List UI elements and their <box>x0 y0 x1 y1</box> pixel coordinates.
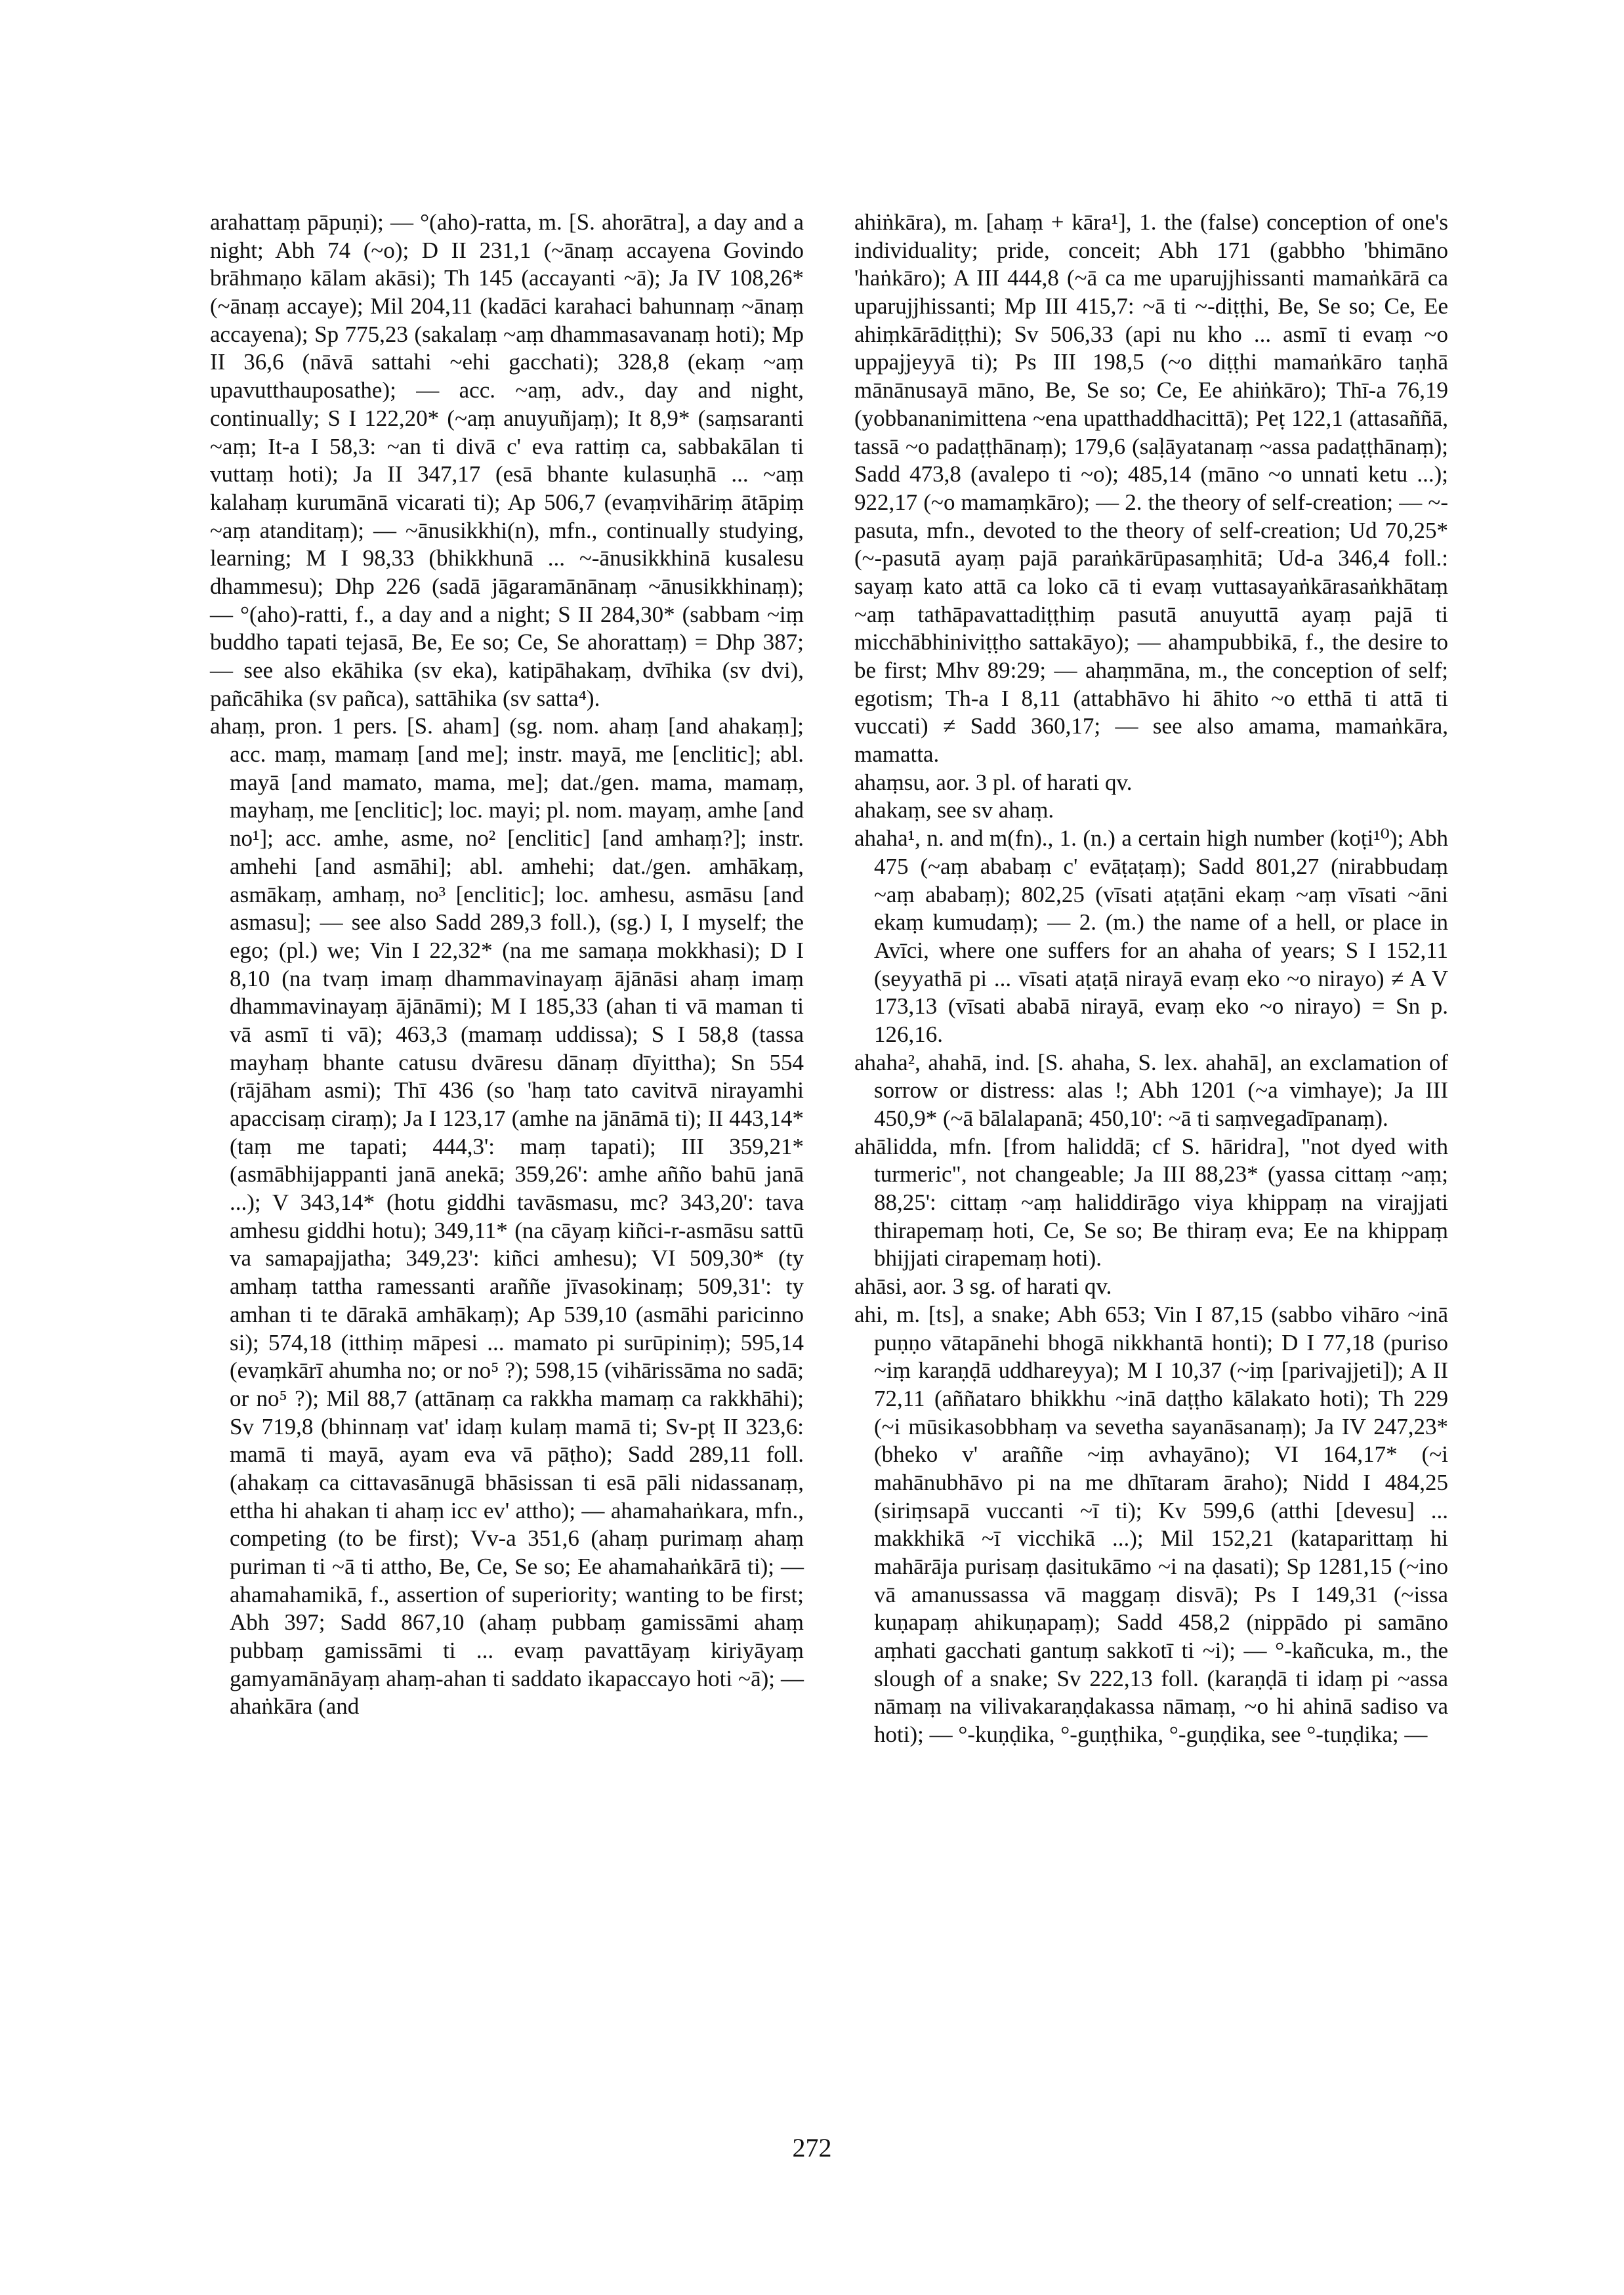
entry-aham: ahaṃ, pron. 1 pers. [S. aham] (sg. nom. ahaṃ [and ahakaṃ]; acc. maṃ, mamaṃ [and me]; instr. mayā, me [enclitic]; abl. mayā [and mamato, mama, me]; dat./gen. mama, mamaṃ, mayhaṃ, me [enclitic]; loc. mayi; pl. nom. mayaṃ, amhe [and no¹]; acc. amhe, asme, no² [enclitic] [and amhaṃ?]; instr. amhehi [and asmāhi]; abl. amhehi; dat./gen. amhākaṃ, asmākaṃ, amhaṃ, no³ [enclitic]; loc. amhesu, asmāsu [and asmasu]; — see also Sadd 289,3 foll.), (sg.) I, I myself; the ego; (pl.) we; Vin I 22,32* (na me samaṇa mokkhasi); D I 8,10 (na tvaṃ imaṃ dhammavinayaṃ ājānāsi ahaṃ imaṃ dhammavinayaṃ ājānāmi); M I 185,33 (ahan ti vā maman ti vā asmī ti vā); 463,3 (mamaṃ uddissa); S I 58,8 (tassa mayhaṃ bhante catusu dvāresu dānaṃ dīyittha); Sn 554 (rājāham asmi); Thī 436 (so 'haṃ tato cavitvā nirayamhi apaccisaṃ ciraṃ); Ja I 123,17 (amhe na jānāmā ti); II 443,14* (taṃ me tapati; 444,3': maṃ tapati); III 359,21* (asmābhijappanti janā anekā; 359,26': amhe añño bahū janā ...); V 343,14* (hotu giddhi tavāsmasu, mc? 343,20': tava amhesu giddhi hotu); 349,11* (na cāyaṃ kiñci-r-asmāsu sattū va samapajjatha; 349,23': kiñci amhesu); VI 509,30* (ty amhaṃ tattha ramessanti araññe jīvasokinaṃ; 509,31': ty amhan ti te dārakā amhākaṃ); Ap 539,10 (asmāhi paricinno si); 574,18 (itthiṃ māpesi ... mamato pi surūpiniṃ); 595,14 (evaṃkārī ahumha no; or no⁵ ?); 598,15 (vihārissāma no sadā; or no⁵ ?); Mil 88,7 (attānaṃ ca rakkha mamaṃ ca rakkhāhi); Sv 719,8 (bhinnaṃ vat' idaṃ kulaṃ mamā ti; Sv-pṭ II 323,6: mamā ti mayā, ayam eva vā pāṭho); Sadd 289,11 foll. (ahakaṃ ca cittavasānugā bhāsissan ti esā pāli nidassanaṃ, ettha hi ahakan ti ahaṃ icc ev' attho); — ahamahaṅkara, mfn., competing (to be first); Vv-a 351,6 (ahaṃ purimaṃ ahaṃ puriman ti ~ā ti attho, Be, Ce, Se so; Ee ahamahaṅkārā ti); — ahamahamikā, f., assertion of superiority; wanting to be first; Abh 397; Sadd 867,10 (ahaṃ pubbaṃ gamissāmi ahaṃ pubbaṃ gamissāmi ti ... evaṃ pavattāyaṃ kiriyāyaṃ gamyamānāyaṃ ahaṃ-ahan ti saddato ikapaccayo hoti ~ā); — ahaṅkāra (and <box>210 713 804 1720</box>
entry-ahoratta-continued: arahattaṃ pāpuṇi); — °(aho)-ratta, m. [S. ahorātra], a day and a night; Abh 74 (~o); D II 231,1 (~ānaṃ accayena Govindo brāhmaṇo kālam akāsi); Th 145 (accayanti ~ā); Ja IV 108,26* (~ānaṃ accaye); Mil 204,11 (kadāci karahaci bahunnaṃ ~ānaṃ accayena); Sp 775,23 (sakalaṃ ~aṃ dhammasavanaṃ hoti); Mp II 36,6 (nāvā sattahi ~ehi gacchati); 328,8 (ekaṃ ~aṃ upavutthauposathe); — acc. ~aṃ, adv., day and night, continually; S I 122,20* (~aṃ anuyuñjaṃ); It 8,9* (saṃsaranti ~aṃ; It-a I 58,3: ~an ti divā c' eva rattiṃ ca, sabbakālan ti vuttaṃ hoti); Ja II 347,17 (esā bhante kulasuṇhā ... ~aṃ kalahaṃ kurumānā vicarati ti); Ap 506,7 (evaṃvihāriṃ ātāpiṃ ~aṃ atanditaṃ); — ~ānusikkhi(n), mfn., continually studying, learning; M I 98,33 (bhikkhunā ... ~-ānusikkhinā kusalesu dhammesu); Dhp 226 (sadā jāgaramānānaṃ ~ānusikkhinaṃ); — °(aho)-ratti, f., a day and a night; S II 284,30* (sabbam ~iṃ buddho tapati tejasā, Be, Ee so; Ce, Se ahorattaṃ) = Dhp 387; — see also ekāhika (sv eka), katipāhakaṃ, dvīhika (sv dvi), pañcāhika (sv pañca), sattāhika (sv satta⁴). <box>210 209 804 711</box>
entry-ahankara-continued: ahiṅkāra), m. [ahaṃ + kāra¹], 1. the (false) conception of one's individuality; pride, conceit; Abh 171 (gabbho 'bhimāno 'haṅkāro); A III 444,8 (~ā ca me uparujjhissanti mamaṅkārā ca uparujjhissanti; Mp III 415,7: ~ā ti ~-diṭṭhi, Be, Se so; Ce, Ee ahiṃkārādiṭṭhi); Sv 506,33 (api nu kho ... asmī ti evaṃ ~o uppajjeyyā ti); Ps III 198,5 (~o diṭṭhi mamaṅkāro taṇhā mānānusayā māno, Be, Se so; Ce, Ee ahiṅkāro); Thī-a 76,19 (yobbananimittena ~ena upatthaddhacittā); Peṭ 122,1 (attasaññā, tassā ~o padaṭṭhānaṃ); 179,6 (saḷāyatanaṃ ~assa padaṭṭhānaṃ); Sadd 473,8 (avalepo ti ~o); 485,14 (māno ~o unnati ketu ...); 922,17 (~o mamaṃkāro); — 2. the theory of self-creation; — ~-pasuta, mfn., devoted to the theory of self-creation; Ud 70,25* (~-pasutā ayaṃ pajā paraṅkārūpasaṃhitā; Ud-a 346,4 foll.: sayaṃ kato attā ca loko cā ti evaṃ vuttasayaṅkārasaṅkhātaṃ ~aṃ tathāpavattadiṭṭhiṃ pasutā anuyuttā ayaṃ pajā ti micchābhiniviṭṭho sattakāyo); — ahampubbikā, f., the desire to be first; Mhv 89:29; — ahaṃmāna, m., the conception of self; egotism; Th-a I 8,11 (attabhāvo hi āhito ~o etthā ti attā ti vuccati) ≠ Sadd 360,17; — see also amama, mamaṅkāra, mamatta. <box>854 209 1448 768</box>
page-number: 272 <box>792 2133 832 2162</box>
entry-ahi: ahi, m. [ts], a snake; Abh 653; Vin I 87,15 (sabbo vihāro ~inā puṇṇo vātapānehi bhogā nikkhantā honti); D I 77,18 (puriso ~iṃ karaṇḍā uddhareyya); M I 10,37 (~iṃ [parivajjeti]); A II 72,11 (aññataro bhikkhu ~inā daṭṭho kālakato hoti); Th 229 (~i mūsikasobbhaṃ va sevetha sayanāsanaṃ); Ja IV 247,23* (bheko v' araññe ~iṃ avhayāno); VI 164,17* (~i mahānubhāvo pi na me dhītaram āraho); Nidd I 484,25 (siriṃsapā vuccanti ~ī ti); Kv 599,6 (atthi [devesu] ... makkhikā ~ī vicchikā ...); Mil 152,21 (kataparittaṃ hi mahārāja purisaṃ ḍasitukāmo ~i na ḍasati); Sp 1281,15 (~ino vā amanussassa vā maggaṃ disvā); Ps I 149,31 (~issa kuṇapaṃ ahikuṇapaṃ); Sadd 458,2 (nippādo pi samāno aṃhati gacchati gantuṃ sakkotī ti ~i); — °-kañcuka, m., the slough of a snake; Sv 222,13 foll. (karaṇḍā ti idaṃ pi ~assa nāmaṃ na vilivakaraṇḍakassa nāmaṃ, ~o hi ahinā sadiso va hoti); — °-kuṇḍika, °-guṇṭhika, °-guṇḍika, see °-tuṇḍika; — <box>854 1301 1448 1748</box>
entry-ahakam: ahakaṃ, see sv ahaṃ. <box>854 797 1054 823</box>
entry-ahaha-2: ahaha², ahahā, ind. [S. ahaha, S. lex. ahahā], an exclamation of sorrow or distress: alas !; Abh 1201 (~a vimhaye); Ja III 450,9* (~ā bālalapanā; 450,10': ~ā ti saṃvegadīpanaṃ). <box>854 1049 1448 1131</box>
entry-ahasi: ahāsi, aor. 3 sg. of harati qv. <box>854 1273 1112 1300</box>
entry-ahalidda: ahālidda, mfn. [from haliddā; cf S. hāridra], "not dyed with turmeric", not changeable; Ja III 88,23* (yassa cittaṃ ~aṃ; 88,25': cittaṃ ~aṃ haliddirāgo viya khippaṃ na virajjati thirapemaṃ hoti, Ce, Se so; Be thiraṃ eva; Ee na khippaṃ bhijjati cirapemaṃ hoti). <box>854 1133 1448 1272</box>
entry-ahamsu: ahaṃsu, aor. 3 pl. of harati qv. <box>854 769 1133 795</box>
right-column <box>854 209 1448 1749</box>
entry-ahaha-1: ahaha¹, n. and m(fn)., 1. (n.) a certain high number (koṭi¹⁰); Abh 475 (~aṃ ababaṃ c' evāṭaṭaṃ); Sadd 801,27 (nirabbudaṃ ~aṃ ababaṃ); 802,25 (vīsati aṭaṭāni ekaṃ ~aṃ vīsati ~āni ekaṃ kumudaṃ); — 2. (m.) the name of a hell, or place in Avīci, where one suffers for an ahaha of years; S I 152,11 (seyyathā pi ... vīsati aṭaṭā nirayā evaṃ eko ~o nirayo) ≠ A V 173,13 (vīsati ababā nirayā, evaṃ eko ~o nirayo) = Sn p. 126,16. <box>854 825 1448 1047</box>
left-column <box>210 209 804 1721</box>
